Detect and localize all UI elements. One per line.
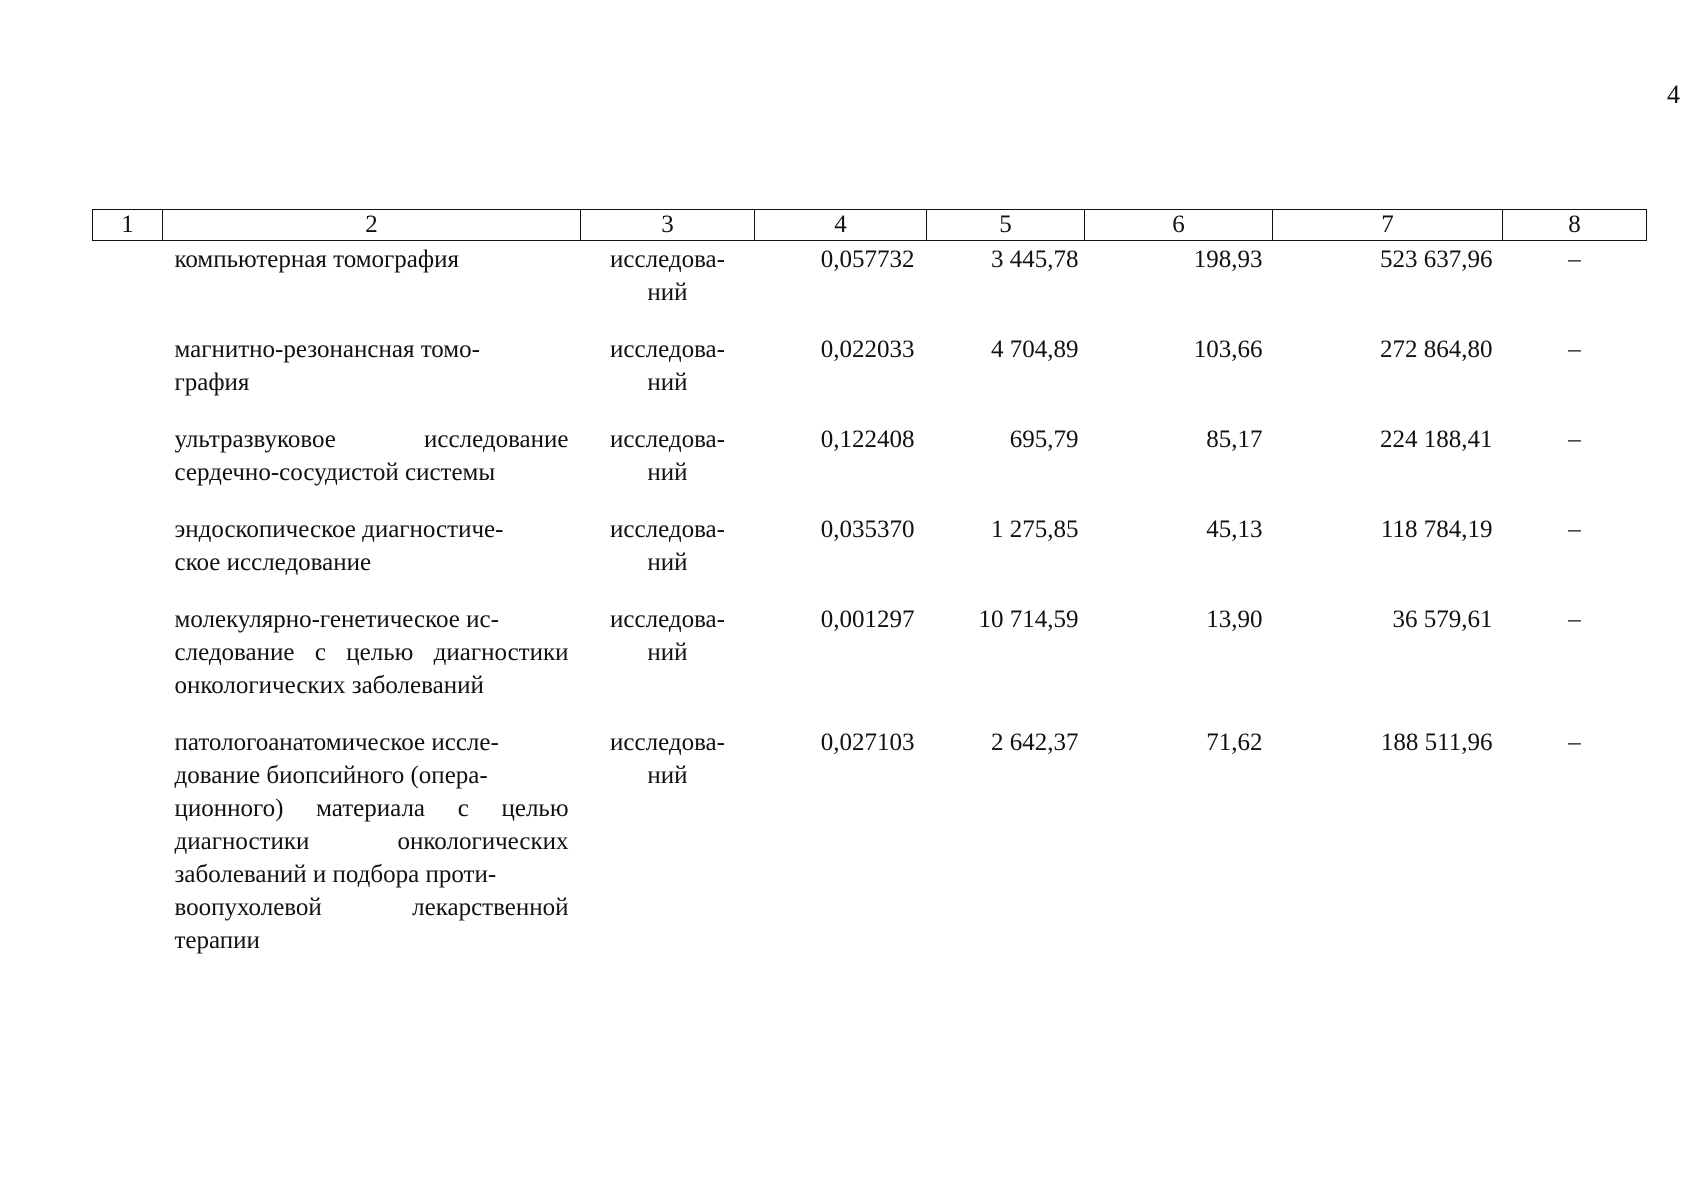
table-row xyxy=(93,511,1647,579)
column-number-1: 1 xyxy=(93,210,163,241)
column-number-5: 5 xyxy=(927,210,1085,241)
value-col5-cell: 2 642,37 xyxy=(991,729,1079,756)
column-number-6: 6 xyxy=(1085,210,1273,241)
value-col5-cell: 4 704,89 xyxy=(991,336,1079,363)
value-col6-cell: 198,93 xyxy=(1193,246,1263,273)
row-spacer-cell xyxy=(93,579,1647,601)
column-number-7: 7 xyxy=(1273,210,1503,241)
row-index-cell xyxy=(93,331,163,399)
services-table xyxy=(92,209,1647,957)
table-row xyxy=(93,421,1647,489)
value-col5-cell: 695,79 xyxy=(1009,426,1079,453)
value-col6-cell: 71,62 xyxy=(1206,729,1263,756)
row-index-cell xyxy=(93,511,163,579)
value-col5-cell: 1 275,85 xyxy=(991,516,1079,543)
column-number-4: 4 xyxy=(755,210,927,241)
row-spacer xyxy=(93,489,1647,511)
row-spacer-cell xyxy=(93,399,1647,421)
unit-cell: исследова- ний xyxy=(610,729,725,789)
value-col8-cell: – xyxy=(1568,606,1581,633)
unit-cell: исследова- ний xyxy=(610,336,725,396)
value-col7-cell: 188 511,96 xyxy=(1380,729,1493,756)
value-col4-cell: 0,022033 xyxy=(820,336,915,363)
row-spacer xyxy=(93,702,1647,724)
value-col4-cell: 0,001297 xyxy=(820,606,915,633)
row-spacer-cell xyxy=(93,702,1647,724)
value-col8-cell: – xyxy=(1568,426,1581,453)
column-number-8: 8 xyxy=(1503,210,1647,241)
value-col6-cell: 85,17 xyxy=(1206,426,1263,453)
column-number-3: 3 xyxy=(581,210,755,241)
value-col4-cell: 0,035370 xyxy=(820,516,915,543)
service-name-cell: патологоанатомическое иссле- дование биопсийного (опера- ционного) материала с целью диагностики онкологических заболеваний и подбора проти- воопухолевой лекарственной терапии xyxy=(174,729,569,954)
value-col7-cell: 272 864,80 xyxy=(1380,336,1493,363)
table-row xyxy=(93,601,1647,702)
value-col7-cell: 36 579,61 xyxy=(1392,606,1493,633)
value-col7-cell: 523 637,96 xyxy=(1380,246,1493,273)
value-col7-cell: 224 188,41 xyxy=(1380,426,1493,453)
row-spacer-cell xyxy=(93,309,1647,331)
row-index-cell xyxy=(93,421,163,489)
table-row xyxy=(93,241,1647,310)
value-col8-cell: – xyxy=(1568,516,1581,543)
row-spacer xyxy=(93,309,1647,331)
value-col4-cell: 0,057732 xyxy=(820,246,915,273)
row-spacer-cell xyxy=(93,489,1647,511)
service-name-cell: эндоскопическое диагностиче- ское исследование xyxy=(174,516,504,576)
row-spacer xyxy=(93,579,1647,601)
row-spacer xyxy=(93,399,1647,421)
page-number: 4 xyxy=(1667,80,1680,109)
value-col8-cell: – xyxy=(1568,729,1581,756)
service-name-cell: магнитно-резонансная томо- графия xyxy=(174,336,480,396)
table-row xyxy=(93,331,1647,399)
column-numbers-header xyxy=(93,210,1647,241)
table-row xyxy=(93,724,1647,957)
value-col6-cell: 45,13 xyxy=(1206,516,1263,543)
row-index-cell xyxy=(93,601,163,702)
unit-cell: исследова- ний xyxy=(610,606,725,666)
unit-cell: исследова- ний xyxy=(610,516,725,576)
table-body xyxy=(93,241,1647,958)
value-col8-cell: – xyxy=(1568,336,1581,363)
row-index-cell xyxy=(93,241,163,310)
value-col5-cell: 3 445,78 xyxy=(991,246,1079,273)
service-name-cell: компьютерная томография xyxy=(174,246,459,273)
value-col7-cell: 118 784,19 xyxy=(1380,516,1493,543)
value-col6-cell: 103,66 xyxy=(1193,336,1263,363)
value-col5-cell: 10 714,59 xyxy=(978,606,1079,633)
value-col6-cell: 13,90 xyxy=(1206,606,1263,633)
value-col8-cell: – xyxy=(1568,246,1581,273)
unit-cell: исследова- ний xyxy=(610,246,725,306)
service-name-cell: ультразвуковое исследование сердечно-сосудистой системы xyxy=(174,426,569,486)
value-col4-cell: 0,027103 xyxy=(820,729,915,756)
service-name-cell: молекулярно-генетическое ис- следование с целью диагностики онкологических заболеваний xyxy=(174,606,569,699)
row-index-cell xyxy=(93,724,163,957)
column-number-2: 2 xyxy=(163,210,581,241)
unit-cell: исследова- ний xyxy=(610,426,725,486)
value-col4-cell: 0,122408 xyxy=(820,426,915,453)
